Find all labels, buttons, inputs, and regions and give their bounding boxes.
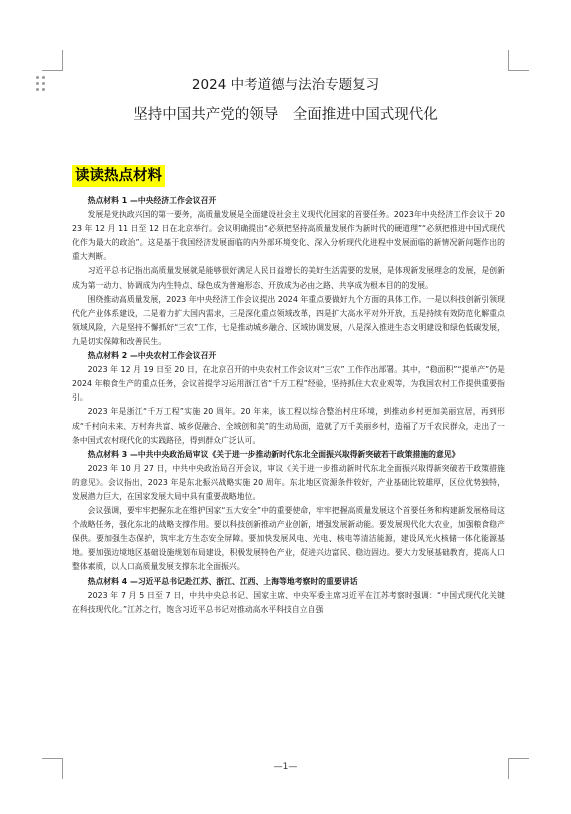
body-paragraph: 2023 年 7 月 5 日至 7 日，中共中央总书记、国家主席、中央军委主席习近平在江苏考察时强调：“中国式现代化关键在科技现代化。”江苏之行，饱含习近平总书记对推动高水平科技自立自强 (72, 590, 505, 614)
document-subtitle: 坚持中国共产党的领导 全面推进中国式现代化 (133, 107, 438, 123)
material-heading: 热点材料 3 —中共中央政治局审议《关于进一步推动新时代东北全面振兴取得新突破若干政策措施的意见》 (87, 449, 460, 459)
body-paragraph: 习近平总书记指出高质量发展就是能够很好满足人民日益增长的美好生活需要的发展，是体现新发展理念的发展，是创新成为第一动力、协调成为内生特点、绿色成为普遍形态、开放成为必由之路、共享成为根本目的的发展。 (72, 266, 505, 290)
document-body (72, 194, 505, 617)
body-paragraph: 会议强调，要牢牢把握东北在维护国家“五大安全”中的重要使命，牢牢把握高质量发展这个首要任务和构建新发展格局这个战略任务，强化东北的战略支撑作用。要以科技创新推动产业创新，增强发展新动能。要发展现代化大农业，加强粮食稳产保供。要加强生态保护，筑牢北方生态安全屏障。要加快发展风电、光电、核电等清洁能源，建设风光火核储一体化能源基地。要加强边境地区基础设施规划布局建设，积极发展特色产业，促进兴边富民、稳边固边。要大力发展基础教育，提高人口整体素质，以人口高质量发展支撑东北全面振兴。 (72, 506, 505, 572)
body-paragraph: 2023 年 12 月 19 日至 20 日，在北京召开的中央农村工作会议对“三农” 工作作出部署。其中，“稳面积”“提单产”仍是 2024 年粮食生产的重点任务，会议首提学习运用浙江省“千万工程”经验，坚持抓住大农业观等，为我国农村工作提供重要指引。 (72, 365, 505, 403)
page-number: —1— (273, 762, 298, 772)
material-heading: 热点材料 2 —中央农村工作会议召开 (87, 351, 217, 361)
crop-mark-top-left (42, 50, 63, 71)
body-paragraph: 2023 年是浙江“千万工程”实施 20 周年。20 年来，该工程以综合整治村庄环境，到推动乡村更加美丽宜居，再到形成“千村向未来、万村奔共富、城乡促融合、全域创和美”的生动局面，造就了万千美丽乡村，造福了万千农民群众，走出了一条中国式农村现代化的实践路径，得到群众广泛认可。 (72, 407, 505, 445)
section-heading-highlighted: 读读热点材料 (72, 165, 165, 187)
document-title: 2024 中考道德与法治专题复习 (191, 77, 380, 93)
material-heading: 热点材料 1 —中央经济工作会议召开 (87, 196, 217, 205)
body-paragraph: 围绕推动高质量发展，2023 年中央经济工作会议提出 2024 年重点要做好九个方面的具体工作。一是以科技创新引领现代化产业体系建设，二是着力扩大国内需求，三是深化重点领域改革，四是扩大高水平对外开放，五是持续有效防范化解重点领域风险，六是坚持不懈抓好“三农”工作，七是推动城乡融合、区域协调发展，八是深入推进生态文明建设和绿色低碳发展，九是切实保障和改善民生。 (72, 294, 505, 346)
material-heading: 热点材料 4 —习近平总书记赴江苏、浙江、江西、上海等地考察时的重要讲话 (87, 576, 358, 586)
body-paragraph: 2023 年 10 月 27 日，中共中央政治局召开会议，审议《关于进一步推动新时代东北全面振兴取得新突破若干政策措施的意见》。会议指出，2023 年是东北振兴战略实施 20 周年。东北地区资源条件较好，产业基础比较雄厚，区位优势独特，发展潜力巨大，在国家发展大局中具有重要战略地位。 (72, 463, 505, 501)
body-paragraph: 发展是党执政兴国的第一要务，高质量发展是全面建设社会主义现代化国家的首要任务。2023年中央经济工作会议于 2023 年 12 月 11 日至 12 日在北京举行。会议明确提出“必须把坚持高质量发展作为新时代的硬道理”“必须把推进中国式现代化作为最大的政治”。这是基于我国经济发展面临的内外部环境变化、深入分析现代化进程中发展面临的新情况新问题作出的重大判断。 (72, 210, 505, 262)
crop-mark-top-right (508, 50, 529, 71)
